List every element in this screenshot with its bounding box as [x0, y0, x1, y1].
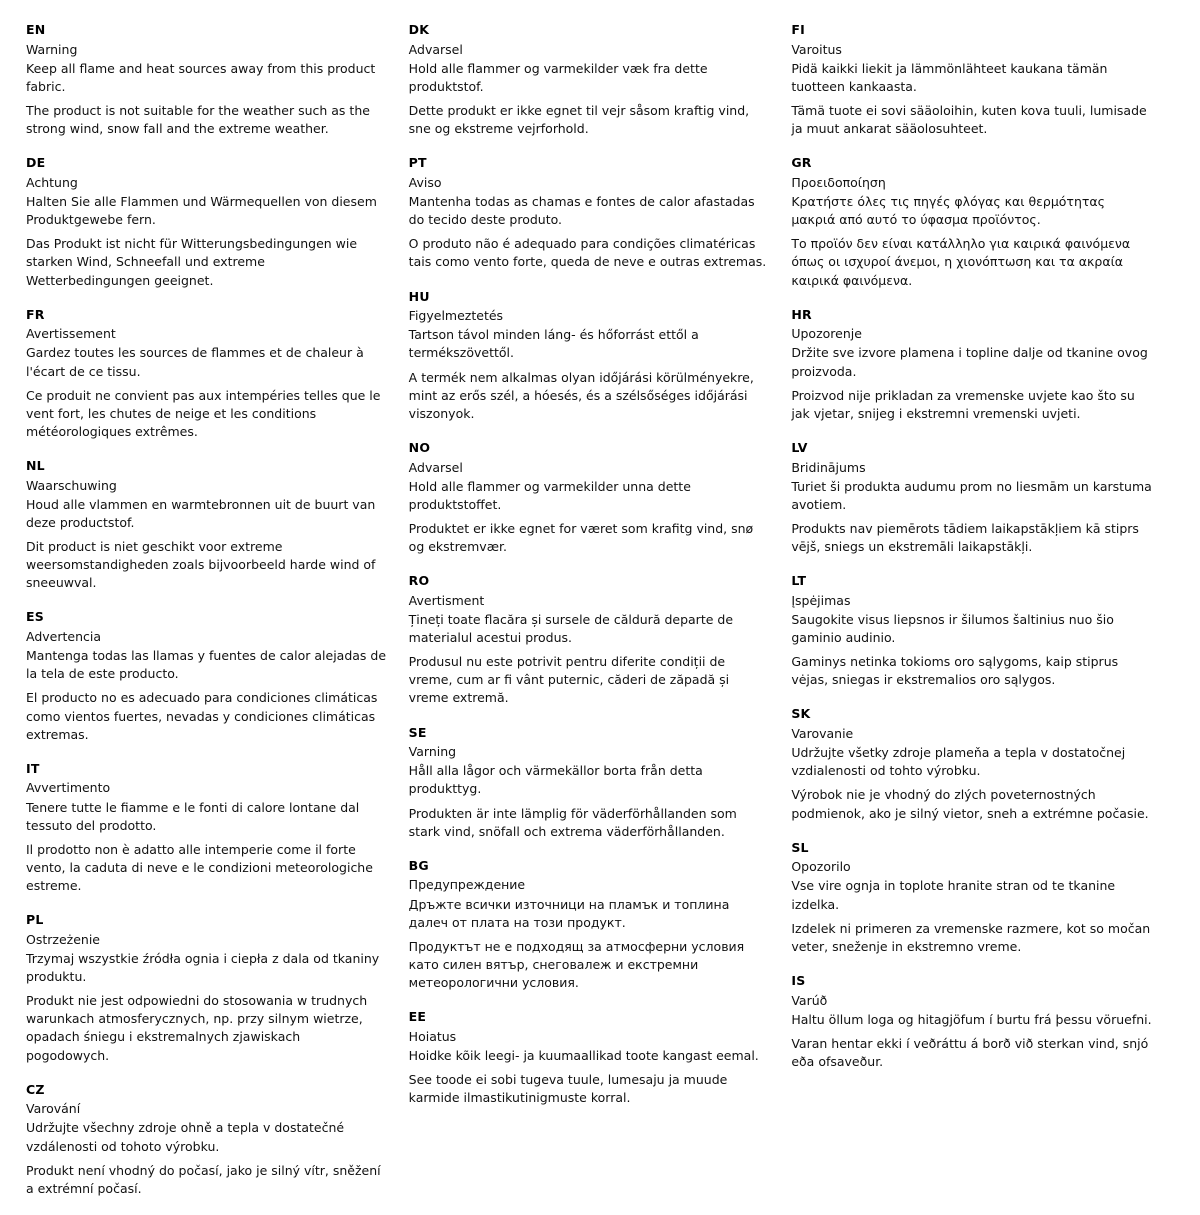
language-block-cz [26, 1082, 387, 1198]
language-code: HR [791, 306, 812, 322]
warning-paragraph: Proizvod nije prikladan za vremenske uvjete kao što su jak vjetar, snijeg i ekstremni vremenski uvjeti. [791, 387, 1135, 421]
warning-paragraph: Výrobok nie je vhodný do zlých poveternostných podmienok, ako je silný vietor, sneh a extrémne počasie. [791, 787, 1149, 821]
language-block-lv [791, 440, 1152, 556]
language-title: Waarschuwing [26, 477, 117, 493]
warning-paragraph: Hoidke kõik leegi- ja kuumaallikad toote kangast eemal. [408, 1047, 759, 1063]
warning-paragraph: Produkt není vhodný do počasí, jako je silný vítr, sněžení a extrémní počasí. [26, 1162, 381, 1196]
warning-paragraph: Продуктът не е подходящ за атмосферни условия като силен вятър, снеговалеж и екстремни метеорологични условия. [408, 938, 745, 990]
warning-paragraph: Produktet er ikke egnet for været som krafitg vind, snø og ekstremvær. [408, 520, 754, 554]
warning-paragraph: Saugokite visus liepsnos ir šilumos šaltinius nuo šio gaminio audinio. [791, 611, 1114, 645]
warning-paragraph: Το προϊόν δεν είναι κατάλληλο για καιρικά φαινόμενα όπως οι ισχυροί άνεμοι, η χιονόπτωση και τα ακραία καιρικά φαινόμενα. [791, 236, 1131, 288]
warning-paragraph: Izdelek ni primeren za vremenske razmere, kot so močan veter, sneženje in ekstremno vreme. [791, 920, 1151, 954]
language-title: Varování [26, 1101, 81, 1117]
warning-paragraph: Tenere tutte le fiamme e le fonti di calore lontane dal tessuto del prodotto. [26, 799, 360, 833]
warning-paragraph: Il prodotto non è adatto alle intemperie come il forte vento, la caduta di neve e le condizioni meteorologiche estreme. [26, 841, 373, 893]
warning-paragraph: Gaminys netinka tokioms oro sąlygoms, kaip stiprus vėjas, sniegas ir ekstremalios oro sąlygos. [791, 654, 1119, 688]
language-block-pt [409, 155, 770, 271]
language-block-fi [791, 22, 1152, 138]
language-block-pl [26, 912, 387, 1065]
warning-paragraph: Tartson távol minden láng- és hőforrást ettől a termékszövettől. [408, 327, 699, 361]
warning-paragraph: Udržujte všechny zdroje ohně a tepla v dostatečné vzdálenosti od tohoto výrobku. [26, 1120, 345, 1154]
warning-paragraph: Haltu öllum loga og hitagjöfum í burtu frá þessu vöruefni. [791, 1011, 1152, 1027]
warning-paragraph: Varan hentar ekki í veðráttu á borð við sterkan vind, snjó eða ofsaveður. [791, 1035, 1149, 1069]
language-block-fr [26, 307, 387, 441]
warning-paragraph: Produkt nie jest odpowiedni do stosowania w trudnych warunkach atmosferycznych, np. przy silnym wietrze, opadach śniegu i ekstremalnych zjawiskach pogodowych. [26, 993, 368, 1063]
language-block-gr [791, 155, 1152, 289]
language-title: Figyelmeztetés [408, 308, 504, 324]
language-code: GR [791, 155, 812, 171]
warning-paragraph: Hold alle flammer og varmekilder væk fra dette produktstof. [408, 60, 708, 94]
warning-paragraph: See toode ei sobi tugeva tuule, lumesaju ja muude karmide ilmastikutinigmuste korral. [408, 1072, 728, 1106]
warning-paragraph: Pidä kaikki liekit ja lämmönlähteet kaukana tämän tuotteen kankaasta. [791, 60, 1108, 94]
language-title: Įspėjimas [791, 592, 851, 608]
warning-paragraph: Dette produkt er ikke egnet til vejr såsom kraftig vind, sne og ekstreme vejrforhold. [408, 103, 750, 137]
warning-paragraph: Das Produkt ist nicht für Witterungsbedingungen wie starken Wind, Schneefall und extreme Wetterbedingungen geeignet. [26, 236, 358, 288]
warning-paragraph: A termék nem alkalmas olyan időjárási körülményekre, mint az erős szél, a hóesés, és a szélsőséges időjárási viszonyok. [408, 369, 754, 421]
warning-paragraph: Produsul nu este potrivit pentru diferite condiții de vreme, cum ar fi vânt puternic, căderi de zăpadă și vreme extremă. [408, 654, 730, 706]
language-block-nl [26, 458, 387, 592]
warning-paragraph: Houd alle vlammen en warmtebronnen uit de buurt van deze productstof. [26, 496, 376, 530]
language-title: Achtung [26, 174, 78, 190]
language-block-bg [409, 858, 770, 992]
language-code: SK [791, 706, 811, 722]
warning-paragraph: Udržujte všetky zdroje plameňa a tepla v dostatočnej vzdialenosti od tohto výrobku. [791, 745, 1126, 779]
language-code: EN [26, 22, 46, 37]
warning-paragraph: Ce produit ne convient pas aux intempéries telles que le vent fort, les chutes de neige et les conditions météorologiques extrêmes. [26, 387, 381, 439]
language-block-hu [409, 289, 770, 423]
language-block-hr [791, 307, 1152, 423]
language-title: Varúð [791, 992, 828, 1008]
language-code: EE [408, 1009, 427, 1025]
language-title: Aviso [408, 174, 442, 190]
warning-paragraph: Vse vire ognja in toplote hranite stran od te tkanine izdelka. [791, 878, 1116, 912]
language-code: SE [408, 724, 427, 740]
language-title: Bridinājums [791, 459, 866, 475]
language-code: IS [791, 972, 806, 988]
language-column-2 [409, 22, 792, 1124]
language-title: Προειδοποίηση [791, 174, 886, 190]
language-title: Varning [408, 744, 457, 760]
language-code: DK [408, 22, 430, 37]
language-block-se [409, 725, 770, 841]
language-code: SL [791, 839, 809, 855]
language-code: RO [408, 573, 430, 589]
language-column-1 [26, 22, 409, 1215]
language-title: Предупреждение [408, 877, 526, 893]
language-column-3 [791, 22, 1174, 1088]
warning-paragraph: Κρατήστε όλες τις πηγές φλόγας και θερμότητας μακριά από αυτό το ύφασμα προϊόντος. [791, 194, 1105, 228]
language-code: NO [408, 439, 431, 455]
language-title: Advarsel [408, 459, 463, 475]
warning-paragraph: Keep all flame and heat sources away from this product fabric. [26, 60, 376, 94]
language-block-en [26, 22, 387, 138]
warning-paragraph: Dit product is niet geschikt voor extreme weersomstandigheden zoals bijvoorbeeld harde wind of sneeuwval. [26, 539, 376, 591]
language-code: FI [791, 22, 805, 37]
warning-paragraph: Hold alle flammer og varmekilder unna dette produktstoffet. [408, 478, 691, 512]
language-code: LT [791, 573, 807, 589]
language-block-is [791, 973, 1152, 1071]
language-code: DE [26, 155, 46, 171]
language-title: Varoitus [791, 41, 842, 57]
language-block-dk [409, 22, 770, 138]
language-code: IT [26, 760, 40, 776]
language-block-es [26, 609, 387, 743]
language-block-sk [791, 706, 1152, 822]
language-code: NL [26, 458, 45, 473]
language-block-it [26, 761, 387, 895]
language-title: Avertisment [408, 592, 485, 608]
language-title: Advarsel [408, 41, 463, 57]
language-block-lt [791, 573, 1152, 689]
language-title: Ostrzeżenie [26, 931, 100, 947]
warning-paragraph: Дръжте всички източници на пламък и топлина далеч от плата на този продукт. [408, 896, 730, 930]
language-title: Advertencia [26, 629, 102, 644]
warning-paragraph: El producto no es adecuado para condiciones climáticas como vientos fuertes, nevadas y condiciones climáticas extremas. [26, 690, 378, 742]
warning-paragraph: Håll alla lågor och värmekällor borta från detta produkttyg. [408, 763, 703, 797]
language-block-sl [791, 840, 1152, 956]
language-code: BG [408, 857, 429, 873]
warning-paragraph: Halten Sie alle Flammen und Wärmequellen von diesem Produktgewebe fern. [26, 194, 377, 228]
language-block-de [26, 155, 387, 289]
language-code: PT [408, 155, 427, 171]
language-code: CZ [26, 1081, 45, 1097]
language-block-ro [409, 573, 770, 707]
language-title: Varovanie [791, 726, 854, 741]
warning-paragraph: Držite sve izvore plamena i topline dalje od tkanine ovog proizvoda. [791, 345, 1148, 379]
language-code: ES [26, 609, 44, 625]
language-title: Opozorilo [791, 859, 851, 875]
warning-paragraph: Tämä tuote ei sovi sääoloihin, kuten kova tuuli, lumisade ja muut ankarat sääolosuhteet. [791, 103, 1147, 137]
language-code: LV [791, 439, 808, 455]
language-title: Warning [26, 41, 78, 57]
warning-paragraph: Țineți toate flacăra și sursele de căldură departe de materialul acestui produs. [408, 611, 734, 645]
language-block-ee [409, 1009, 770, 1107]
warning-paragraph: Turiet ši produkta audumu prom no liesmām un karstuma avotiem. [791, 478, 1152, 512]
language-title: Upozorenje [791, 326, 862, 342]
warning-paragraph: Mantenga todas las llamas y fuentes de calor alejadas de la tela de este producto. [26, 648, 387, 682]
language-code: HU [408, 288, 430, 304]
warning-paragraph: Gardez toutes les sources de flammes et de chaleur à l'écart de ce tissu. [26, 345, 364, 379]
warning-paragraph: Produkten är inte lämplig för väderförhållanden som stark vind, snöfall och extrema väderförhållanden. [408, 805, 737, 839]
language-title: Hoiatus [408, 1028, 457, 1044]
warning-paragraph: The product is not suitable for the weather such as the strong wind, snow fall and the extreme weather. [26, 103, 370, 137]
language-code: FR [26, 306, 45, 322]
language-title: Avvertimento [26, 780, 111, 796]
warning-paragraph: Mantenha todas as chamas e fontes de calor afastadas do tecido deste produto. [408, 194, 755, 228]
warning-paragraph: Produkts nav piemērots tādiem laikapstākļiem kā stiprs vējš, sniegs un ekstremāli laikapstākļi. [791, 520, 1139, 554]
language-title: Avertissement [26, 326, 116, 342]
language-block-no [409, 440, 770, 556]
language-code: PL [26, 912, 44, 928]
warning-paragraph: Trzymaj wszystkie źródła ognia i ciepła z dala od tkaniny produktu. [26, 950, 380, 984]
warning-paragraph: O produto não é adequado para condições climatéricas tais como vento forte, queda de neve e outras extremas. [408, 236, 767, 270]
